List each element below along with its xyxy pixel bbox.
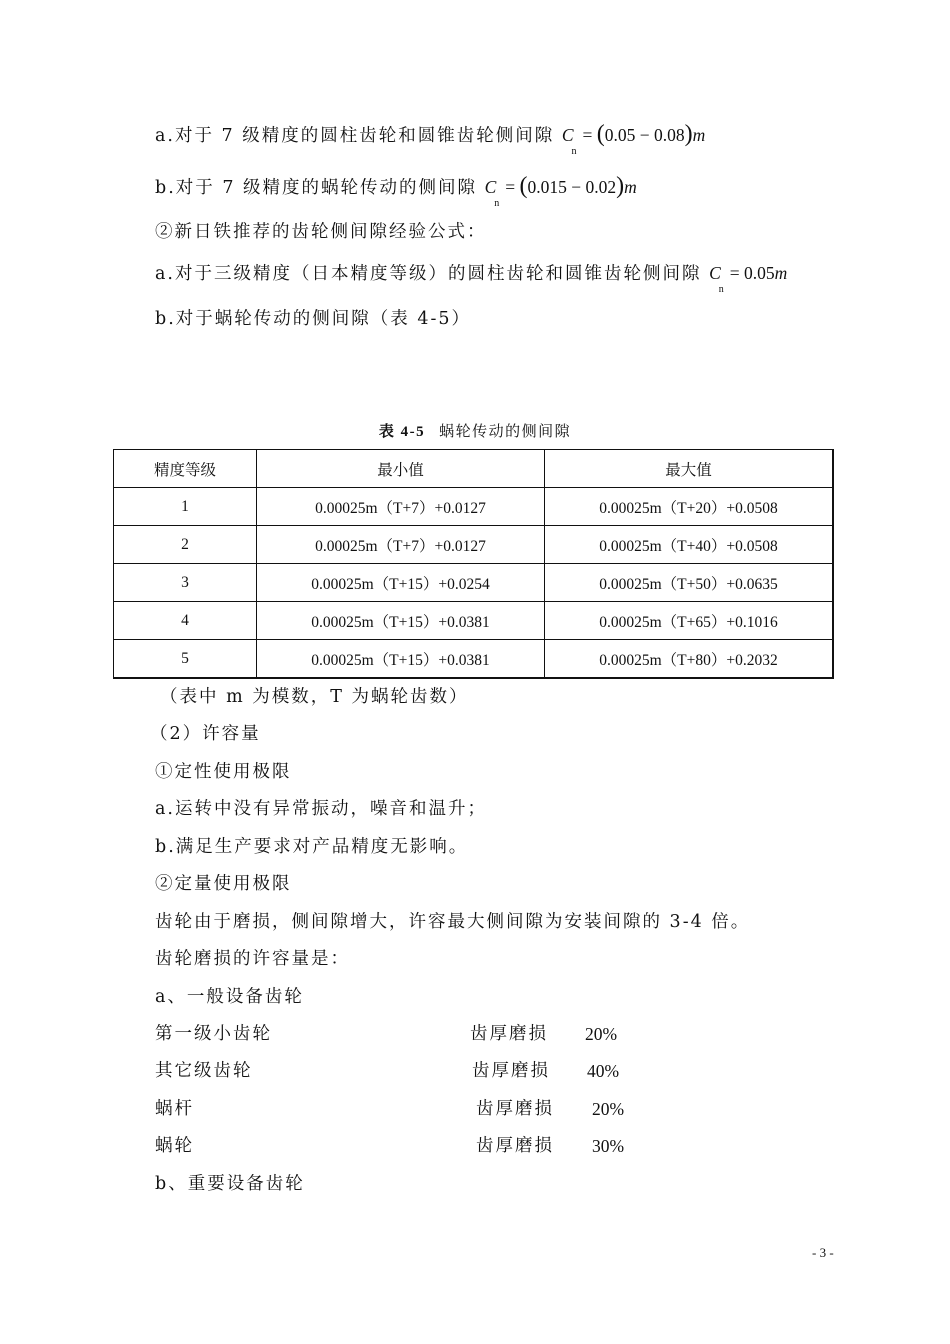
cell-grade: 2: [114, 526, 257, 564]
header-grade: 精度等级: [114, 450, 257, 488]
sub-n: n: [718, 283, 724, 295]
formula-text: b.对于 7 级精度的蜗轮传动的侧间隙: [155, 178, 478, 198]
worm-table-reference: b.对于蜗轮传动的侧间隙（表 4-5）: [155, 309, 472, 329]
cell-min: 0.00025m（T+15）+0.0381: [257, 602, 545, 640]
cell-min: 0.00025m（T+7）+0.0127: [257, 488, 545, 526]
wear-item-value: 20%: [585, 1024, 618, 1044]
table-row: [114, 488, 834, 526]
unit-m: m: [624, 177, 637, 197]
cell-grade: 3: [114, 564, 257, 602]
table-caption: [0, 420, 950, 441]
unit-m: m: [692, 125, 706, 145]
cell-min: 0.00025m（T+15）+0.0381: [257, 640, 545, 679]
wear-item-type: 齿厚磨损: [472, 1061, 550, 1081]
formula-line-gear-7: [155, 122, 705, 156]
formula-math: [709, 263, 788, 295]
quantitative-limit-heading: ②定量使用极限: [155, 874, 292, 894]
wear-item-type: 齿厚磨损: [476, 1099, 554, 1119]
formula-math: [561, 121, 706, 157]
table-note: （表中 m 为模数，T 为蜗轮齿数）: [160, 687, 469, 707]
wear-item-name: 其它级齿轮: [155, 1061, 253, 1081]
section-allowance: （2）许容量: [150, 724, 261, 744]
unit-m: m: [774, 263, 788, 283]
wear-item-value: 40%: [587, 1061, 620, 1081]
table-row: [114, 564, 834, 602]
wear-item-value: 20%: [592, 1099, 625, 1119]
formula-math: [484, 173, 637, 209]
var-c: C: [709, 263, 721, 283]
wear-item: [155, 1022, 618, 1046]
wear-allowance-intro: 齿轮磨损的许容量是：: [155, 949, 350, 969]
cell-max: 0.00025m（T+50）+0.0635: [545, 564, 834, 602]
wear-item-name: 蜗轮: [155, 1136, 194, 1156]
qualitative-item-a: a.运转中没有异常振动，噪音和温升；: [155, 799, 487, 819]
var-c: C: [561, 125, 574, 145]
eq-sign: =: [505, 177, 516, 197]
worm-backlash-table: [113, 449, 834, 679]
wear-item: [155, 1134, 625, 1158]
general-equipment-heading: a、一般设备齿轮: [155, 987, 304, 1007]
qualitative-item-b: b.满足生产要求对产品精度无影响。: [155, 837, 469, 857]
heading-nittetsu: ②新日铁推荐的齿轮侧间隙经验公式：: [155, 222, 487, 242]
cell-max: 0.00025m（T+65）+0.1016: [545, 602, 834, 640]
left-paren: (: [519, 173, 528, 199]
qualitative-limit-heading: ①定性使用极限: [155, 762, 292, 782]
wear-backlash-paragraph: 齿轮由于磨损，侧间隙增大，许容最大侧间隙为安装间隙的 3-4 倍。: [155, 912, 751, 932]
right-paren: ): [616, 173, 625, 199]
wear-item: [155, 1097, 625, 1121]
cell-min: 0.00025m（T+15）+0.0254: [257, 564, 545, 602]
table-row: [114, 640, 834, 679]
sub-n: n: [571, 145, 577, 157]
var-c: C: [484, 177, 497, 197]
formula-range: 0.015 − 0.02: [527, 177, 617, 197]
table-caption-number: 表 4-5: [378, 424, 426, 440]
left-paren: (: [596, 121, 605, 147]
formula-line-worm-7: [155, 174, 637, 208]
important-equipment-heading: b、重要设备齿轮: [155, 1174, 305, 1194]
table-caption-title: 蜗轮传动的侧间隙: [439, 422, 572, 440]
cell-grade: 4: [114, 602, 257, 640]
table-row: [114, 602, 834, 640]
wear-item-type: 齿厚磨损: [476, 1136, 554, 1156]
cell-max: 0.00025m（T+40）+0.0508: [545, 526, 834, 564]
cell-min: 0.00025m（T+7）+0.0127: [257, 526, 545, 564]
formula-text: a.对于三级精度（日本精度等级）的圆柱齿轮和圆锥齿轮侧间隙: [155, 264, 702, 284]
wear-item-value: 30%: [592, 1136, 625, 1156]
table-row: [114, 526, 834, 564]
formula-line-grade-3: [155, 261, 787, 294]
header-min: 最小值: [257, 450, 545, 488]
wear-item-name: 第一级小齿轮: [155, 1024, 272, 1044]
eq-sign: =: [582, 125, 593, 145]
cell-max: 0.00025m（T+20）+0.0508: [545, 488, 834, 526]
eq-value: = 0.05: [729, 263, 775, 283]
header-max: 最大值: [545, 450, 834, 488]
formula-range: 0.05 − 0.08: [604, 125, 685, 145]
right-paren: ): [684, 121, 693, 147]
cell-grade: 5: [114, 640, 257, 679]
table-header-row: [114, 450, 834, 488]
wear-item-name: 蜗杆: [155, 1099, 194, 1119]
page-number: - 3 -: [812, 1245, 834, 1260]
cell-max: 0.00025m（T+80）+0.2032: [545, 640, 834, 679]
formula-text: a.对于 7 级精度的圆柱齿轮和圆锥齿轮侧间隙: [155, 126, 555, 146]
wear-item-type: 齿厚磨损: [470, 1024, 548, 1044]
cell-grade: 1: [114, 488, 257, 526]
sub-n: n: [494, 197, 500, 209]
wear-item: [155, 1059, 620, 1083]
